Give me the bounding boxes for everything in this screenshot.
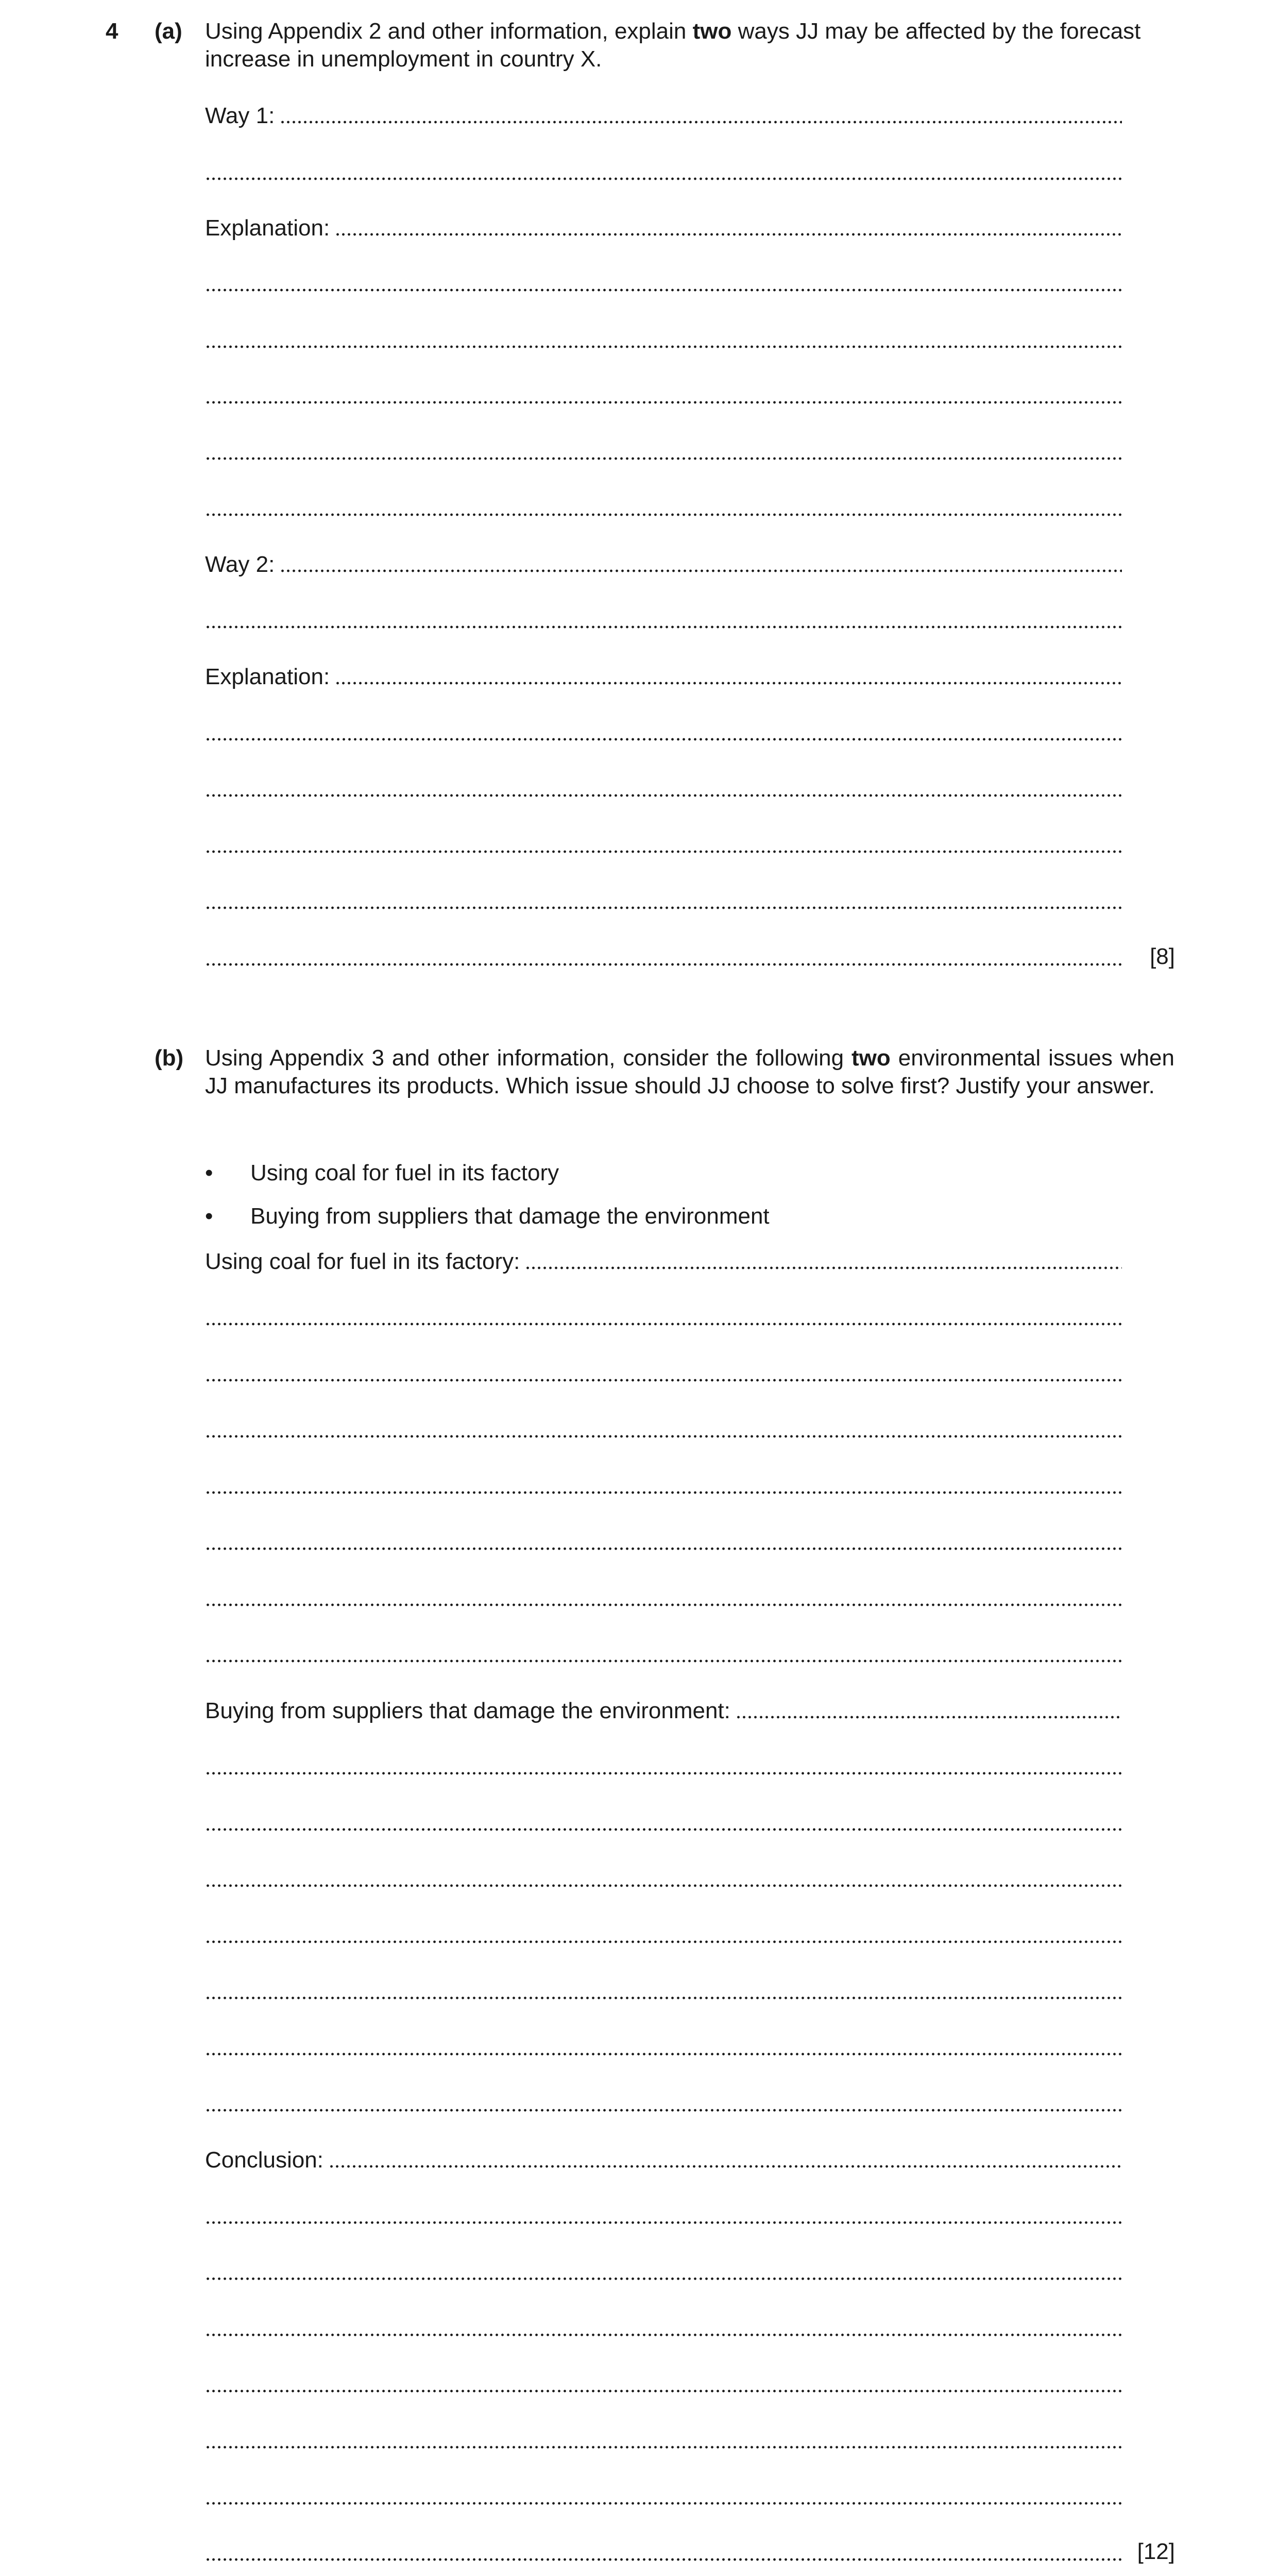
answer-line[interactable] xyxy=(205,2031,1122,2062)
dotted-line xyxy=(335,682,1122,685)
answer-line-explanation2[interactable] xyxy=(205,660,1122,691)
answer-line[interactable] xyxy=(205,1582,1122,1613)
dotted-line xyxy=(280,121,1122,124)
answer-line[interactable] xyxy=(205,885,1122,916)
answer-line[interactable] xyxy=(205,1919,1122,1950)
bullet-text: Using coal for fuel in its factory xyxy=(250,1160,559,1185)
dotted-line xyxy=(205,1435,1122,1438)
dotted-line xyxy=(205,1659,1122,1663)
dotted-line xyxy=(205,794,1122,797)
dotted-line xyxy=(205,457,1122,460)
dotted-line xyxy=(205,2446,1122,2449)
dotted-line xyxy=(335,233,1122,236)
answer-line[interactable] xyxy=(205,1357,1122,1388)
dotted-line xyxy=(205,963,1122,966)
dotted-line xyxy=(205,2109,1122,2112)
dotted-line xyxy=(205,2333,1122,2336)
answer-line-conclusion[interactable] xyxy=(205,2143,1122,2174)
answer-line[interactable] xyxy=(205,1862,1122,1893)
way1-label: Way 1: xyxy=(205,103,275,128)
dotted-line xyxy=(205,1884,1122,1887)
dotted-line xyxy=(280,569,1122,572)
answer-line[interactable] xyxy=(205,941,1122,972)
dotted-line xyxy=(329,2165,1122,2168)
answer-line[interactable] xyxy=(205,324,1122,354)
part-b-prompt-bold: two xyxy=(851,1045,891,1071)
answer-line[interactable] xyxy=(205,1975,1122,2006)
question-number: 4 xyxy=(106,19,118,44)
explanation1-label: Explanation: xyxy=(205,215,330,241)
bullet-icon: • xyxy=(205,1204,213,1229)
dotted-line xyxy=(205,289,1122,292)
answer-line[interactable] xyxy=(205,1526,1122,1556)
conclusion-label: Conclusion: xyxy=(205,2147,323,2173)
dotted-line xyxy=(205,1772,1122,1775)
answer-line[interactable] xyxy=(205,2199,1122,2230)
answer-line[interactable] xyxy=(205,1469,1122,1500)
answer-line-suppliers[interactable] xyxy=(205,1694,1122,1725)
answer-line[interactable] xyxy=(205,772,1122,803)
suppliers-label: Buying from suppliers that damage the environment: xyxy=(205,1698,730,1723)
part-a-label: (a) xyxy=(155,19,182,44)
part-a-prompt xyxy=(205,18,1174,73)
answer-line[interactable] xyxy=(205,267,1122,298)
part-a-marks: [8] xyxy=(1150,944,1175,969)
answer-line[interactable] xyxy=(205,492,1122,522)
dotted-line xyxy=(205,738,1122,741)
answer-line[interactable] xyxy=(205,604,1122,635)
dotted-line xyxy=(205,1828,1122,1831)
dotted-line xyxy=(205,1547,1122,1550)
part-b-prompt xyxy=(205,1044,1174,1100)
answer-line[interactable] xyxy=(205,1806,1122,1837)
dotted-line xyxy=(205,401,1122,404)
dotted-line xyxy=(205,345,1122,348)
part-b-prompt-pre: Using Appendix 3 and other information, consider the following xyxy=(205,1045,852,1071)
way2-label: Way 2: xyxy=(205,552,275,577)
answer-line[interactable] xyxy=(205,716,1122,747)
dotted-line xyxy=(205,2502,1122,2505)
part-a-prompt-post: ways JJ may be affected by the forecast increase in unemployment in country X. xyxy=(205,19,1141,72)
part-b-marks: [12] xyxy=(1137,2539,1175,2564)
dotted-line xyxy=(205,1996,1122,1999)
bullet-text: Buying from suppliers that damage the environment xyxy=(250,1204,770,1229)
answer-line[interactable] xyxy=(205,2368,1122,2399)
answer-line[interactable] xyxy=(205,1301,1122,1332)
dotted-line xyxy=(205,2221,1122,2224)
answer-line[interactable] xyxy=(205,1413,1122,1444)
dotted-line xyxy=(205,1379,1122,1382)
dotted-line xyxy=(205,177,1122,180)
dotted-line xyxy=(525,1266,1122,1269)
answer-line[interactable] xyxy=(205,2536,1122,2567)
dotted-line xyxy=(205,2558,1122,2561)
part-a-prompt-pre: Using Appendix 2 and other information, explain xyxy=(205,19,693,44)
dotted-line xyxy=(205,1491,1122,1494)
dotted-line xyxy=(205,1323,1122,1326)
answer-line[interactable] xyxy=(205,1750,1122,1781)
dotted-line xyxy=(205,906,1122,909)
dotted-line xyxy=(205,513,1122,516)
dotted-line xyxy=(205,2389,1122,2393)
explanation2-label: Explanation: xyxy=(205,664,330,689)
answer-line-explanation1[interactable] xyxy=(205,211,1122,242)
dotted-line xyxy=(205,1940,1122,1943)
dotted-line xyxy=(205,1603,1122,1606)
part-b-label: (b) xyxy=(155,1045,184,1071)
answer-line[interactable] xyxy=(205,379,1122,410)
dotted-line xyxy=(205,2053,1122,2056)
answer-line[interactable] xyxy=(205,1638,1122,1669)
part-a-prompt-bold: two xyxy=(692,19,732,44)
dotted-line xyxy=(205,625,1122,629)
answer-line[interactable] xyxy=(205,2480,1122,2511)
answer-line[interactable] xyxy=(205,828,1122,859)
bullet-icon: • xyxy=(205,1160,213,1185)
answer-line[interactable] xyxy=(205,2424,1122,2455)
coal-label: Using coal for fuel in its factory: xyxy=(205,1249,520,1274)
answer-line-coal[interactable] xyxy=(205,1245,1122,1276)
answer-line[interactable] xyxy=(205,2087,1122,2118)
answer-line-way2[interactable] xyxy=(205,548,1122,579)
answer-line[interactable] xyxy=(205,2312,1122,2343)
answer-line[interactable] xyxy=(205,156,1122,187)
part-b-prompt-post: environmental issues when JJ manufactures its products. Which issue should JJ choose to solve first? Justify your answer. xyxy=(205,1045,1174,1098)
answer-line[interactable] xyxy=(205,435,1122,466)
dotted-line xyxy=(205,2277,1122,2280)
dotted-line xyxy=(736,1716,1122,1719)
answer-line-way1[interactable] xyxy=(205,99,1122,130)
dotted-line xyxy=(205,850,1122,853)
answer-line[interactable] xyxy=(205,2256,1122,2286)
